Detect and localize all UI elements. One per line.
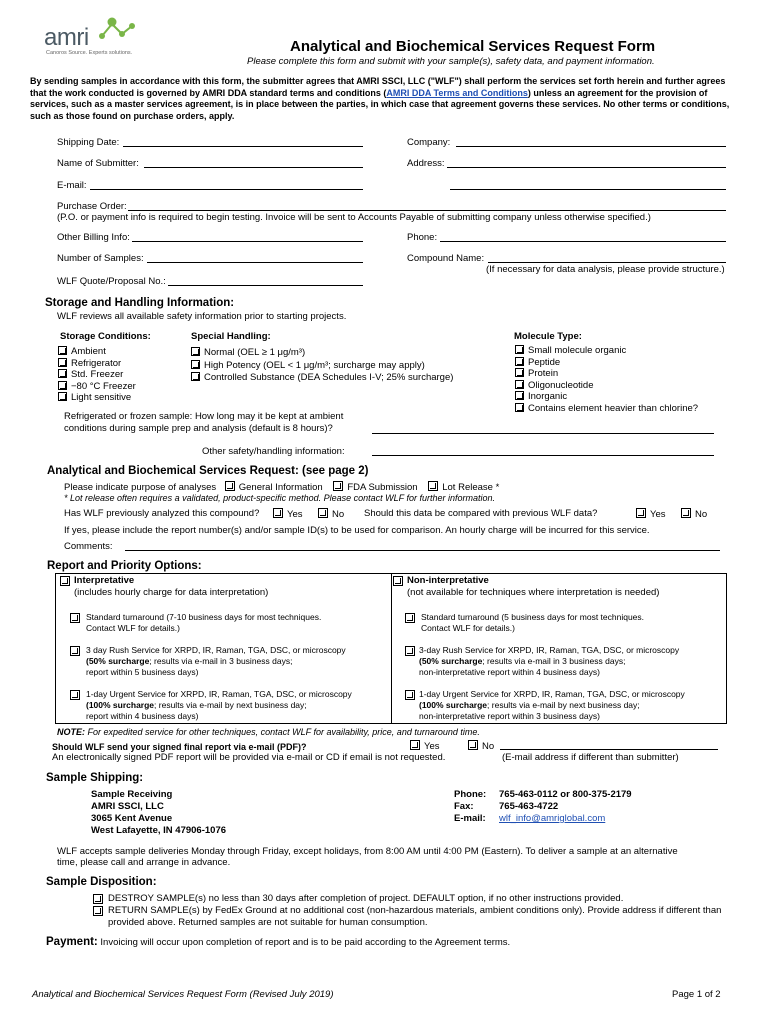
compound-field[interactable]: [488, 262, 726, 263]
shipping-heading: Sample Shipping:: [46, 772, 144, 784]
logo-tagline: Canoros Source. Experts solutions.: [46, 50, 133, 56]
alt-email-note: (E-mail address if different than submitter): [502, 752, 679, 763]
shipping-email-link[interactable]: wlf_info@amriglobal.com: [499, 813, 606, 824]
num-samples-field[interactable]: [147, 262, 363, 263]
checkbox-icon[interactable]: [58, 392, 67, 401]
option-peptide[interactable]: Peptide: [515, 357, 698, 369]
storage-heading: Storage and Handling Information:: [45, 297, 235, 309]
left-urgent-checkbox[interactable]: [70, 690, 80, 700]
quote-label: WLF Quote/Proposal No.:: [57, 276, 166, 287]
destroy-checkbox[interactable]: [93, 894, 103, 904]
refrig-field[interactable]: [372, 433, 714, 434]
shipping-phone: 765-463-0112 or 800-375-2179: [499, 789, 632, 800]
logo: [44, 16, 144, 56]
email-label: E-mail:: [57, 180, 87, 191]
checkbox-icon[interactable]: [428, 481, 438, 491]
right-rush-text: 3-day Rush Service for XRPD, IR, Raman, TGA, DSC, or microscopy (50% surcharge; results via e-mail in 3 business days; non-interpretative report within 4 business days): [419, 645, 680, 677]
checkbox-icon[interactable]: [318, 508, 328, 518]
option-controlled[interactable]: Controlled Substance (DEA Schedules I-V; 25% surcharge): [191, 372, 453, 384]
shipping-note-2: time, please call and arrange in advance.: [57, 857, 231, 868]
page-subtitle: Please complete this form and submit with your sample(s), safety data, and payment information.: [247, 56, 655, 67]
checkbox-icon[interactable]: [636, 508, 646, 518]
left-rush-text: 3 day Rush Service for XRPD, IR, Raman, TGA, DSC, or microscopy (50% surcharge; results via e-mail in 3 business days; report within 5 business days): [86, 645, 346, 677]
compare-question: Should this data be compared with previous WLF data?: [364, 508, 598, 519]
billing-field[interactable]: [132, 241, 363, 242]
prev-no[interactable]: No: [318, 508, 344, 521]
request-heading: Analytical and Biochemical Services Request: (see page 2): [47, 465, 369, 477]
billing-label: Other Billing Info:: [57, 232, 130, 243]
non-interpretative-checkbox[interactable]: [393, 576, 403, 586]
storage-intro: WLF reviews all available safety information prior to starting projects.: [57, 311, 347, 322]
compound-note: (If necessary for data analysis, please provide structure.): [486, 264, 725, 275]
submitter-label: Name of Submitter:: [57, 158, 139, 169]
shipping-note-1: WLF accepts sample deliveries Monday through Friday, except holidays, from 8:00 AM until 4:00 PM (Eastern). To deliver a sample at an alternative: [57, 846, 678, 857]
checkbox-icon[interactable]: [515, 357, 524, 366]
checkbox-icon[interactable]: [58, 358, 67, 367]
logo-brand: amri: [44, 24, 89, 51]
footer-page-number: Page 1 of 2: [672, 989, 721, 1000]
checkbox-icon[interactable]: [273, 508, 283, 518]
compare-yes[interactable]: Yes: [636, 508, 666, 521]
special-handling-list: [191, 347, 453, 384]
phone-field[interactable]: [440, 241, 726, 242]
logo-molecule-icon: [96, 16, 140, 46]
checkbox-icon[interactable]: [191, 360, 200, 369]
option-heavy-element[interactable]: Contains element heavier than chlorine?: [515, 403, 698, 415]
storage-conditions-list: [58, 346, 136, 404]
checkbox-icon[interactable]: [225, 481, 235, 491]
checkbox-icon[interactable]: [515, 345, 524, 354]
previous-analysis-question: Has WLF previously analyzed this compound?: [64, 508, 260, 519]
if-yes-note: If yes, please include the report number(s) and/or sample ID(s) to be used for comparison. An hourly charge will be incurred for this service.: [64, 525, 650, 536]
return-checkbox[interactable]: [93, 906, 103, 916]
right-urgent-text: 1-day Urgent Service for XRPD, IR, Raman, TGA, DSC, or microscopy (100% surcharge; results via e-mail by next business day; non-interpretative report within 3 business days): [419, 689, 685, 721]
option-protein[interactable]: Protein: [515, 368, 698, 380]
option-80-freezer[interactable]: −80 °C Freezer: [58, 381, 136, 393]
option-high-potency[interactable]: High Potency (OEL < 1 μg/m³; surcharge may apply): [191, 360, 453, 372]
option-oligonucleotide[interactable]: Oligonucleotide: [515, 380, 698, 392]
special-handling-label: Special Handling:: [191, 331, 271, 342]
checkbox-icon[interactable]: [468, 740, 478, 750]
other-safety-label: Other safety/handling information:: [202, 446, 345, 457]
shipping-fax: 765-463-4722: [499, 801, 559, 812]
checkbox-icon[interactable]: [515, 368, 524, 377]
left-urgent-text: 1-day Urgent Service for XRPD, IR, Raman, TGA, DSC, or microscopy (100% surcharge; results via e-mail by next business day; report within 4 business days): [86, 689, 352, 721]
report-options-divider: [391, 573, 392, 724]
payment-row: Payment: Invoicing will occur upon completion of report and is to be paid according to the Agreement terms.: [46, 936, 511, 948]
pdf-question: Should WLF send your signed final report via e-mail (PDF)?: [52, 742, 307, 752]
pdf-yes[interactable]: Yes: [410, 740, 440, 753]
right-standard-checkbox[interactable]: [405, 613, 415, 623]
interpretative-sub: (includes hourly charge for data interpretation): [74, 587, 269, 598]
molecule-type-list: [515, 345, 698, 414]
phone-label: Phone:: [407, 232, 438, 243]
company-field[interactable]: [456, 146, 726, 147]
checkbox-icon[interactable]: [515, 391, 524, 400]
compare-no[interactable]: No: [681, 508, 707, 521]
purpose-general[interactable]: General Information: [225, 482, 323, 493]
checkbox-icon[interactable]: [58, 381, 67, 390]
comments-label: Comments:: [64, 541, 113, 552]
purpose-row: Please indicate purpose of analyses General Information FDA Submission Lot Release *: [64, 482, 500, 493]
checkbox-icon[interactable]: [191, 347, 200, 356]
alt-email-field[interactable]: [500, 749, 718, 750]
shipping-address: Sample Receiving AMRI SSCI, LLC 3065 Kent Avenue West Lafayette, IN 47906-1076: [91, 789, 227, 836]
right-rush-checkbox[interactable]: [405, 646, 415, 656]
non-interpretative-label: Non-interpretative: [407, 575, 489, 586]
lot-release-note: * Lot release often requires a validated, product-specific method. Please contact WLF for further information.: [64, 493, 496, 503]
page-title: Analytical and Biochemical Services Request Form: [290, 38, 656, 55]
checkbox-icon[interactable]: [333, 481, 343, 491]
checkbox-icon[interactable]: [410, 740, 420, 750]
comments-field[interactable]: [125, 550, 720, 551]
shipping-contact-labels: Phone: Fax: E-mail:: [454, 789, 487, 824]
purpose-fda[interactable]: FDA Submission: [333, 482, 417, 493]
interpretative-label: Interpretative: [74, 575, 135, 586]
checkbox-icon[interactable]: [515, 403, 524, 412]
purpose-lot-release[interactable]: Lot Release *: [428, 482, 499, 493]
checkbox-icon[interactable]: [191, 372, 200, 381]
address-field-2[interactable]: [450, 189, 726, 190]
option-small-molecule[interactable]: Small molecule organic: [515, 345, 698, 357]
option-normal[interactable]: Normal (OEL ≥ 1 μg/m³): [191, 347, 453, 359]
return-text-2: provided above. Returned samples are not suitable for human consumption.: [108, 917, 428, 928]
interpretative-checkbox[interactable]: [60, 576, 70, 586]
num-samples-label: Number of Samples:: [57, 253, 144, 264]
checkbox-icon[interactable]: [58, 369, 67, 378]
po-field[interactable]: [128, 210, 726, 211]
option-refrigerator[interactable]: Refrigerator: [58, 358, 136, 370]
refrig-question-1: Refrigerated or frozen sample: How long may it be kept at ambient: [64, 411, 344, 422]
option-inorganic[interactable]: Inorganic: [515, 391, 698, 403]
footer-form-name: Analytical and Biochemical Services Request Form (Revised July 2019): [32, 989, 334, 1000]
right-urgent-checkbox[interactable]: [405, 690, 415, 700]
checkbox-icon[interactable]: [681, 508, 691, 518]
checkbox-icon[interactable]: [515, 380, 524, 389]
po-label: Purchase Order:: [57, 201, 127, 212]
return-text-1: RETURN SAMPLE(s) by FedEx Ground at no additional cost (non-hazardous materials, ambient conditions only). Provide address if different than: [108, 905, 722, 916]
po-note: (P.O. or payment info is required to begin testing. Invoice will be sent to Accounts Payable of submitting company unless otherwise specified.): [57, 212, 651, 223]
destroy-text: DESTROY SAMPLE(s) no less than 30 days after completion of project. DEFAULT option, if no other instructions provided.: [108, 893, 624, 904]
refrig-question-2: conditions during sample prep and analysis (default is 8 hours)?: [64, 423, 333, 434]
quote-field[interactable]: [168, 285, 363, 286]
left-standard-checkbox[interactable]: [70, 613, 80, 623]
other-safety-field[interactable]: [372, 455, 714, 456]
molecule-type-label: Molecule Type:: [514, 331, 582, 342]
company-label: Company:: [407, 137, 451, 148]
option-ambient[interactable]: Ambient: [58, 346, 136, 358]
non-interpretative-sub: (not available for techniques where interpretation is needed): [407, 587, 660, 598]
right-standard-text: Standard turnaround (5 business days for most techniques. Contact WLF for details.): [421, 612, 645, 633]
report-note: NOTE: For expedited service for other techniques, contact WLF for availability, price, and turnaround time.: [57, 727, 480, 737]
option-std-freezer[interactable]: Std. Freezer: [58, 369, 136, 381]
terms-link[interactable]: AMRI DDA Terms and Conditions: [386, 87, 528, 98]
shipping-contact-values: [499, 789, 632, 825]
email-field[interactable]: [90, 189, 363, 190]
address-field[interactable]: [447, 167, 726, 168]
left-rush-checkbox[interactable]: [70, 646, 80, 656]
prev-yes[interactable]: Yes: [273, 508, 303, 521]
agreement-text: By sending samples in accordance with this form, the submitter agrees that AMRI SSCI, LLC ("WLF") shall perform the services set forth herein and further agrees that the work conducted is governed by AMRI DDA standard terms and conditions (AMRI DDA Terms and Conditions) unless an agreement for the provision of services, such as a master services agreement, is in place between the parties, in which case that agreement governs these services. No other terms or conditions, such as those found on purchase orders, apply.: [30, 76, 730, 121]
shipping-date-label: Shipping Date:: [57, 137, 120, 148]
option-light-sensitive[interactable]: Light sensitive: [58, 392, 136, 404]
storage-conditions-label: Storage Conditions:: [60, 331, 151, 342]
address-label: Address:: [407, 158, 445, 169]
left-standard-text: Standard turnaround (7-10 business days for most techniques. Contact WLF for details.): [86, 612, 322, 633]
pdf-no[interactable]: No: [468, 740, 494, 753]
shipping-date-field[interactable]: [123, 146, 363, 147]
compound-label: Compound Name:: [407, 253, 485, 264]
disposition-heading: Sample Disposition:: [46, 876, 157, 888]
pdf-info: An electronically signed PDF report will be provided via e-mail or CD if email is not requested.: [52, 752, 446, 763]
submitter-field[interactable]: [144, 167, 363, 168]
report-heading: Report and Priority Options:: [47, 560, 202, 572]
checkbox-icon[interactable]: [58, 346, 67, 355]
